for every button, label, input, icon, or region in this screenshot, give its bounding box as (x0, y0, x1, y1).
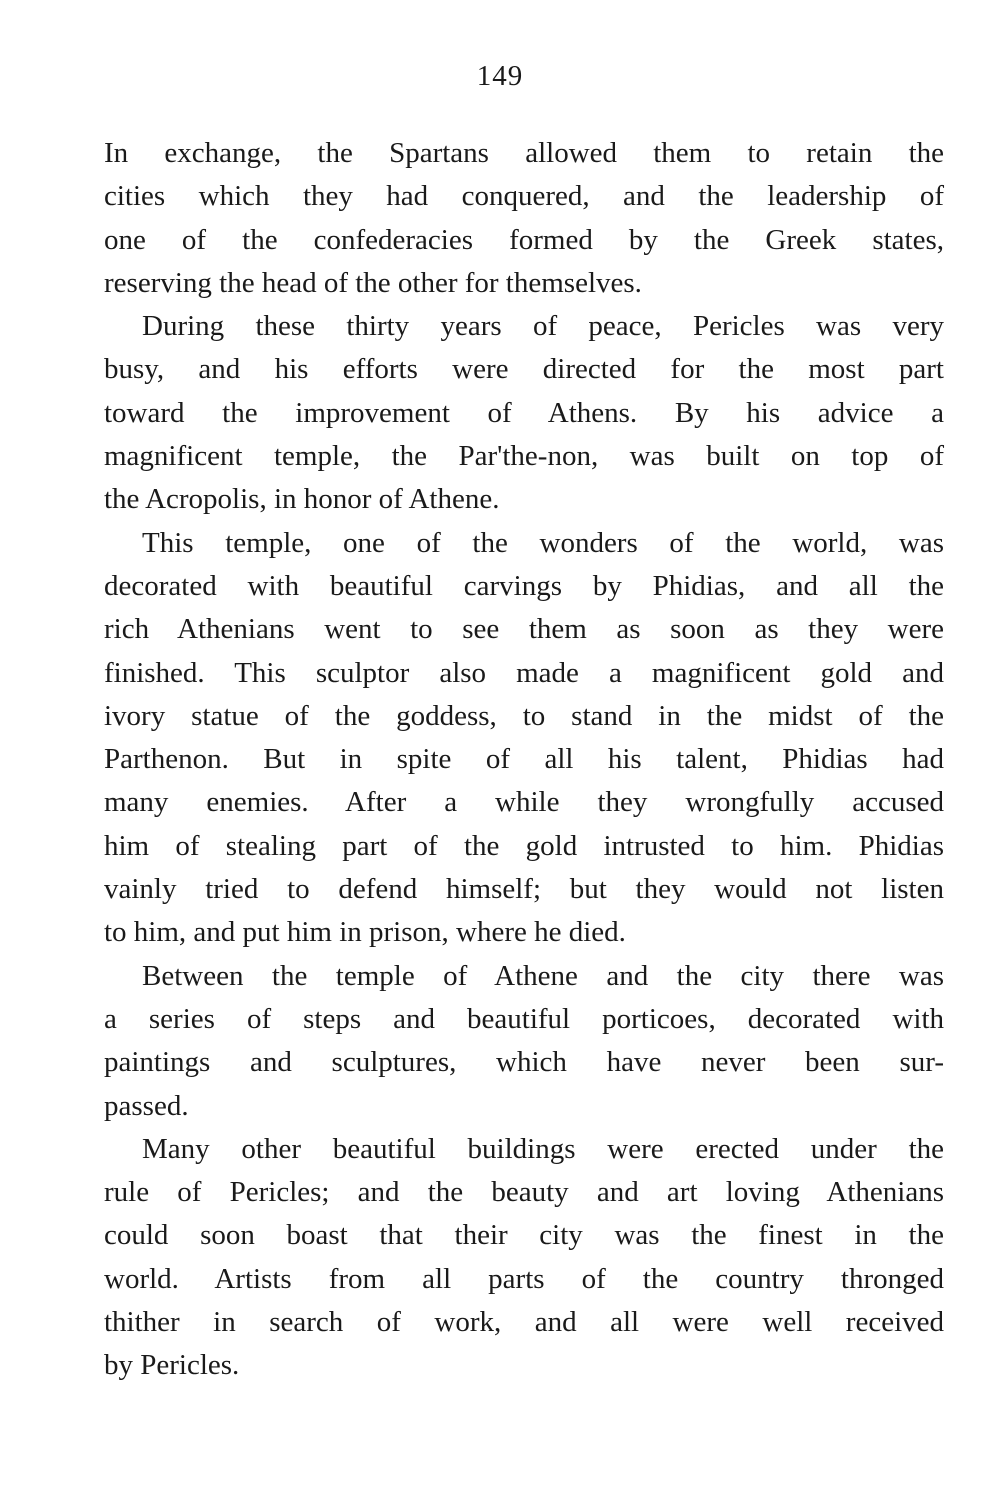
text-line: passed. (104, 1089, 189, 1122)
paragraph (104, 522, 944, 955)
text-line: him of stealing part of the gold intrusted to him. Phidias (104, 829, 944, 862)
text-line: a series of steps and beautiful porticoes, decorated with (104, 1002, 944, 1035)
text-line: to him, and put him in prison, where he died. (104, 916, 626, 949)
text-line: finished. This sculptor also made a magnificent gold and (104, 656, 944, 689)
text-line: magnificent temple, the Par'the-non, was built on top of (104, 440, 944, 473)
text-line: decorated with beautiful carvings by Phidias, and all the (104, 569, 944, 602)
text-line: rule of Pericles; and the beauty and art loving Athenians (104, 1176, 944, 1209)
text-line: reserving the head of the other for themselves. (104, 266, 642, 299)
text-line: Parthenon. But in spite of all his talent, Phidias had (104, 743, 944, 776)
text-line: the Acropolis, in honor of Athene. (104, 483, 500, 516)
text-line: ivory statue of the goddess, to stand in the midst of the (104, 699, 944, 732)
paragraph (104, 132, 944, 305)
text-line: During these thirty years of peace, Pericles was very (142, 310, 944, 343)
text-line: This temple, one of the wonders of the world, was (142, 526, 944, 559)
paragraph (104, 305, 944, 521)
paragraph (104, 1128, 944, 1388)
text-line: could soon boast that their city was the finest in the (104, 1219, 944, 1252)
text-line: one of the confederacies formed by the Greek states, (104, 223, 944, 256)
text-line: In exchange, the Spartans allowed them to retain the (104, 137, 944, 169)
paragraph (104, 955, 944, 1128)
page-number: 149 (476, 60, 524, 92)
text-line: cities which they had conquered, and the leadership of (104, 180, 944, 213)
text-line: world. Artists from all parts of the country thronged (104, 1262, 944, 1295)
text-line: paintings and sculptures, which have never been sur- (104, 1046, 944, 1079)
body-text (104, 132, 944, 1388)
text-line: rich Athenians went to see them as soon as they were (104, 613, 944, 646)
text-line: Between the temple of Athene and the city there was (142, 959, 944, 992)
text-line: Many other beautiful buildings were erected under the (142, 1132, 944, 1165)
text-line: thither in search of work, and all were well received (104, 1306, 944, 1339)
text-line: toward the improvement of Athens. By his advice a (104, 396, 944, 429)
text-line: by Pericles. (104, 1349, 240, 1382)
text-line: many enemies. After a while they wrongfully accused (104, 786, 944, 819)
text-line: vainly tried to defend himself; but they would not listen (104, 873, 944, 906)
text-line: busy, and his efforts were directed for the most part (104, 353, 944, 386)
